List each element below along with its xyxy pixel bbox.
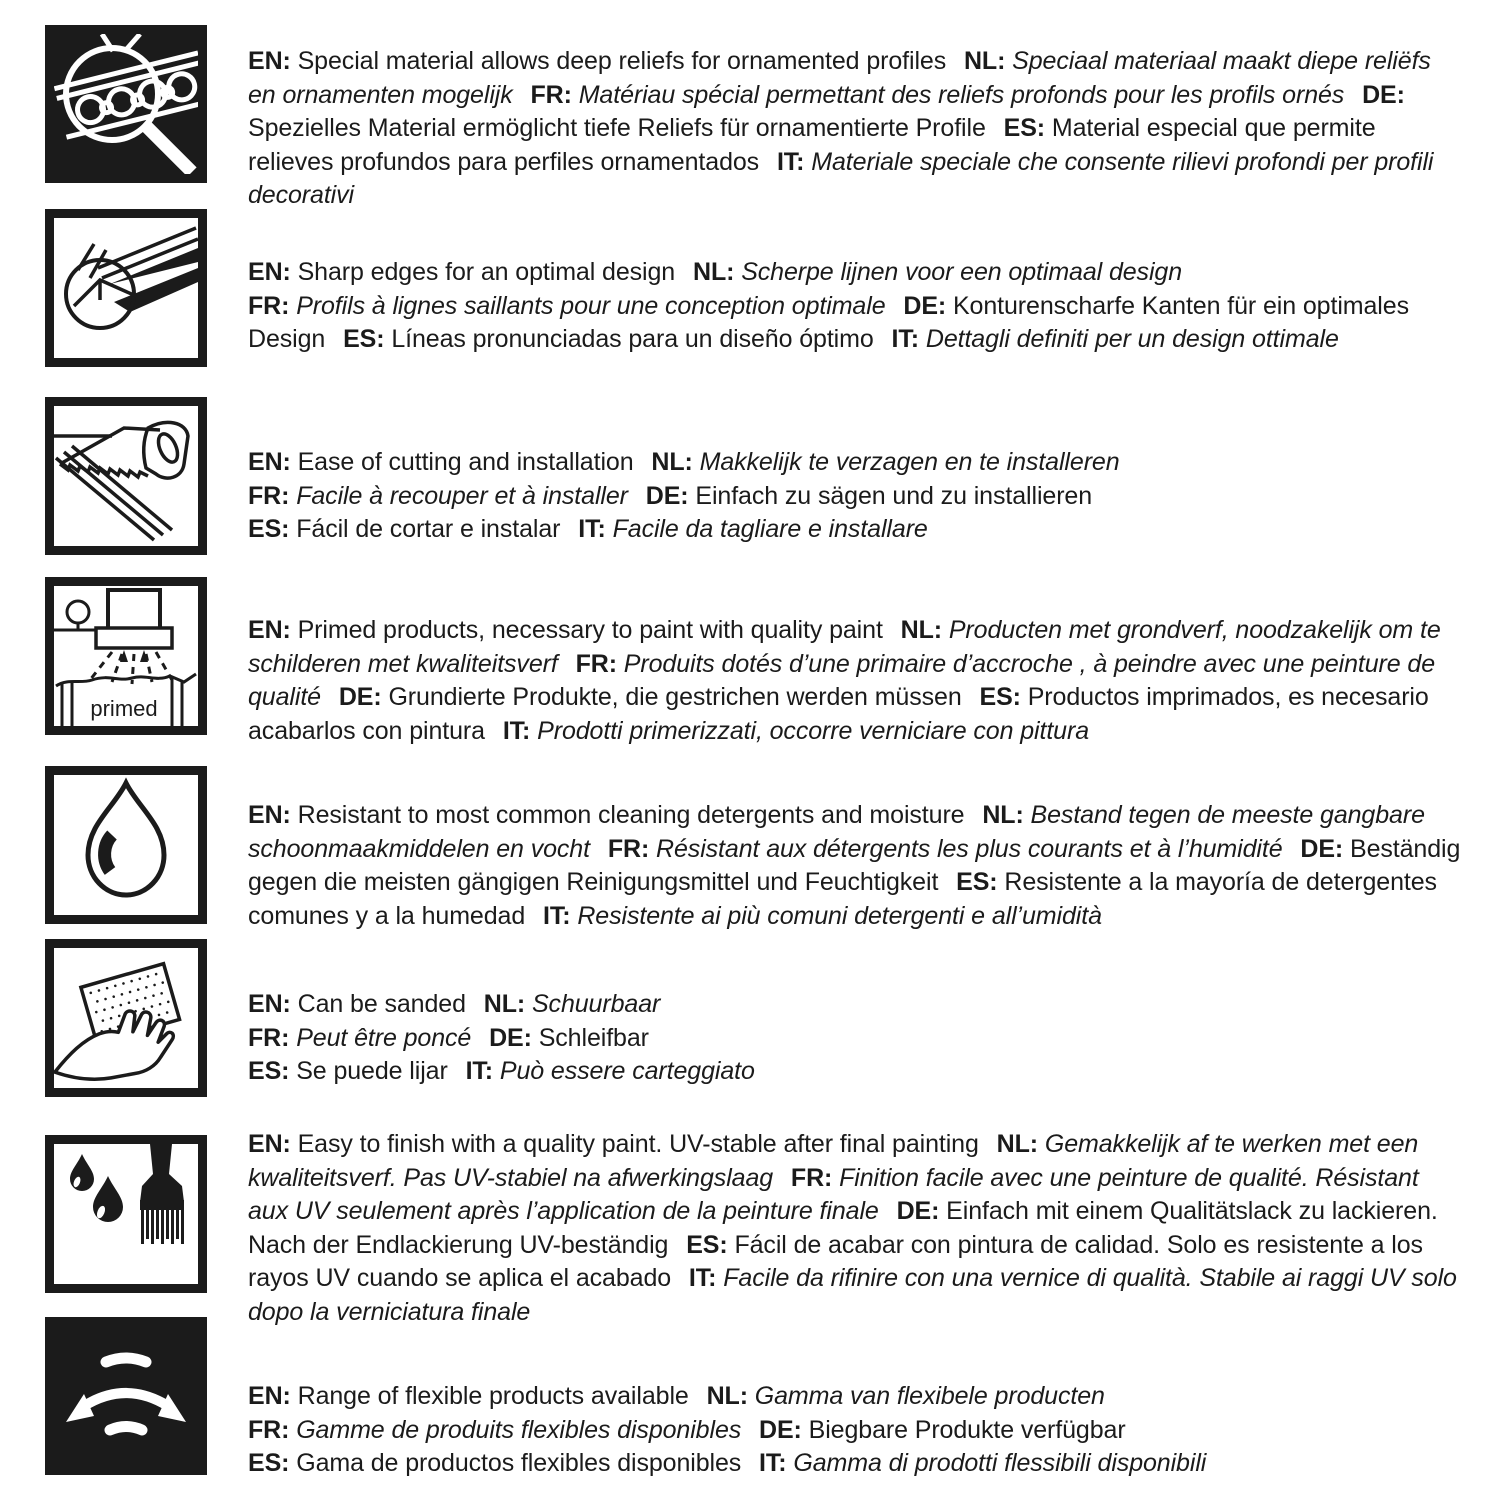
lang-segment-de: DE: Konturenscharfe Kanten für ein optimales Design — [248, 291, 1409, 353]
lang-segment-de: DE: Grundierte Produkte, die gestrichen werden müssen — [338, 683, 962, 711]
lang-segment-it: IT: Gamma di prodotti flessibili disponibili — [759, 1449, 1207, 1477]
feature-row-flexible — [45, 1317, 1465, 1500]
lang-segment-en: EN: Resistant to most common cleaning detergents and moisture — [248, 801, 965, 829]
lang-segment-nl: NL: Bestand tegen de meeste gangbare schoonmaakmiddelen en vocht — [248, 801, 1425, 863]
feature-text — [248, 45, 1463, 213]
lang-segment-fr: FR: Gamme de produits flexibles disponibles — [248, 1415, 742, 1444]
lang-segment-it: IT: Resistente ai più comuni detergenti e all’umidità — [543, 901, 1102, 930]
lang-segment-nl: NL: Scherpe lijnen voor een optimaal design — [692, 258, 1183, 286]
lang-segment-it: IT: Dettagli definiti per un design ottimale — [891, 325, 1339, 353]
lang-segment-es: ES: Fácil de acabar con pintura de calidad. Solo es resistente a los rayos UV cuando se aplica el acabado — [248, 1230, 1423, 1292]
lang-segment-fr: FR: Facile à recouper et à installer — [248, 481, 628, 510]
feature-text — [248, 964, 1463, 1089]
lang-segment-en: EN: Special material allows deep reliefs for ornamented profiles — [248, 47, 947, 75]
feature-text — [248, 422, 1463, 547]
feature-row-sharp-edges — [45, 209, 1465, 382]
lang-segment-nl: NL: Gemakkelijk af te werken met een kwaliteitsverf. Pas UV-stabiel na afwerkingslaag — [248, 1130, 1419, 1192]
lang-segment-en: EN: Can be sanded — [248, 990, 466, 1018]
primed-label: primed — [90, 696, 158, 721]
lang-segment-fr: FR: Peut être poncé — [248, 1023, 472, 1052]
saw-icon — [45, 397, 207, 555]
lang-segment-nl: NL: Speciaal materiaal maakt diepe reliëfs en ornamenten mogelijk — [248, 47, 1431, 109]
lang-segment-de: DE: Einfach mit einem Qualitätslack zu lackieren. Nach der Endlackierung UV-beständig — [248, 1197, 1438, 1259]
lang-segment-en: EN: Primed products, necessary to paint with quality paint — [248, 616, 883, 644]
feature-text — [248, 602, 1463, 748]
lang-segment-en: EN: Easy to finish with a quality paint. UV-stable after final painting — [248, 1130, 979, 1158]
water-drop-icon — [45, 766, 207, 924]
lang-segment-nl: NL: Schuurbaar — [483, 990, 661, 1018]
sharp-edge-icon — [45, 209, 207, 367]
feature-row-cutting — [45, 397, 1465, 572]
lang-segment-es: ES: Se puede lijar — [248, 1057, 448, 1085]
lang-segment-en: EN: Range of flexible products available — [248, 1382, 689, 1410]
lang-segment-nl: NL: Producten met grondverf, noodzakelijk om te schilderen met kwaliteitsverf — [248, 616, 1441, 678]
lang-segment-es: ES: Resistente a la mayoría de detergentes comunes y a la humedad — [248, 868, 1437, 930]
lang-segment-it: IT: Può essere carteggiato — [465, 1057, 755, 1085]
lang-segment-es: ES: Material especial que permite relieves profundos para perfiles ornamentados — [248, 114, 1376, 176]
lang-segment-es: ES: Productos imprimados, es necesario acabarlos con pintura — [248, 683, 1429, 745]
feature-text — [248, 234, 1463, 357]
lang-segment-de: DE: Beständig gegen die meisten gängigen Reinigungsmittel und Feuchtigkeit — [248, 834, 1461, 896]
lang-segment-it: IT: Facile da rifinire con una vernice di qualità. Stabile ai raggi UV solo dopo la verniciatura finale — [248, 1264, 1457, 1326]
lang-segment-it: IT: Facile da tagliare e installare — [578, 515, 928, 543]
lang-segment-en: EN: Ease of cutting and installation — [248, 448, 634, 476]
lang-segment-es: ES: Líneas pronunciadas para un diseño óptimo — [343, 325, 874, 353]
lang-segment-nl: NL: Gamma van flexibele producten — [706, 1382, 1105, 1410]
lang-segment-de: DE: Biegbare Produkte verfügbar — [759, 1415, 1126, 1444]
lang-segment-fr: FR: Produits dotés d’une primaire d’accroche , à peindre avec une peinture de qualité — [248, 649, 1436, 711]
lang-segment-de: DE: Einfach zu sägen und zu installieren — [645, 481, 1093, 510]
lang-segment-de: DE: Schleifbar — [489, 1023, 649, 1052]
lang-segment-it: IT: Prodotti primerizzati, occorre verniciare con pittura — [502, 716, 1089, 745]
feature-row-moisture — [45, 766, 1465, 958]
paint-brush-icon — [45, 1135, 207, 1293]
feature-row-primed — [45, 577, 1465, 773]
lang-segment-fr: FR: Profils à lignes saillants pour une conception optimale — [248, 291, 886, 320]
flexible-arrow-icon — [45, 1317, 207, 1475]
feature-row-reliefs — [45, 20, 1465, 238]
lang-segment-de: DE: Spezielles Material ermöglicht tiefe Reliefs für ornamentierte Profile — [248, 80, 1405, 142]
lang-segment-es: ES: Gama de productos flexibles disponibles — [248, 1449, 742, 1477]
lang-segment-fr: FR: Finition facile avec une peinture de qualité. Résistant aux UV seulement après l’application de la peinture finale — [248, 1163, 1419, 1225]
lang-segment-fr: FR: Résistant aux détergents les plus courants et à l’humidité — [607, 834, 1283, 863]
feature-row-sanding — [45, 939, 1465, 1114]
lang-segment-it: IT: Materiale speciale che consente rilievi profondi per profili decorativi — [248, 147, 1434, 209]
feature-text — [248, 791, 1463, 933]
lang-segment-en: EN: Sharp edges for an optimal design — [248, 258, 676, 286]
lang-segment-nl: NL: Makkelijk te verzagen en te installeren — [651, 448, 1120, 476]
magnifier-ornament-icon — [45, 25, 207, 183]
lang-segment-es: ES: Fácil de cortar e instalar — [248, 515, 561, 543]
feature-text — [248, 1342, 1463, 1481]
primer-spray-icon — [45, 577, 207, 735]
lang-segment-fr: FR: Matériau spécial permettant des reliefs profonds pour les profils ornés — [530, 80, 1345, 109]
sanding-hand-icon — [45, 939, 207, 1097]
feature-text — [248, 1128, 1463, 1329]
